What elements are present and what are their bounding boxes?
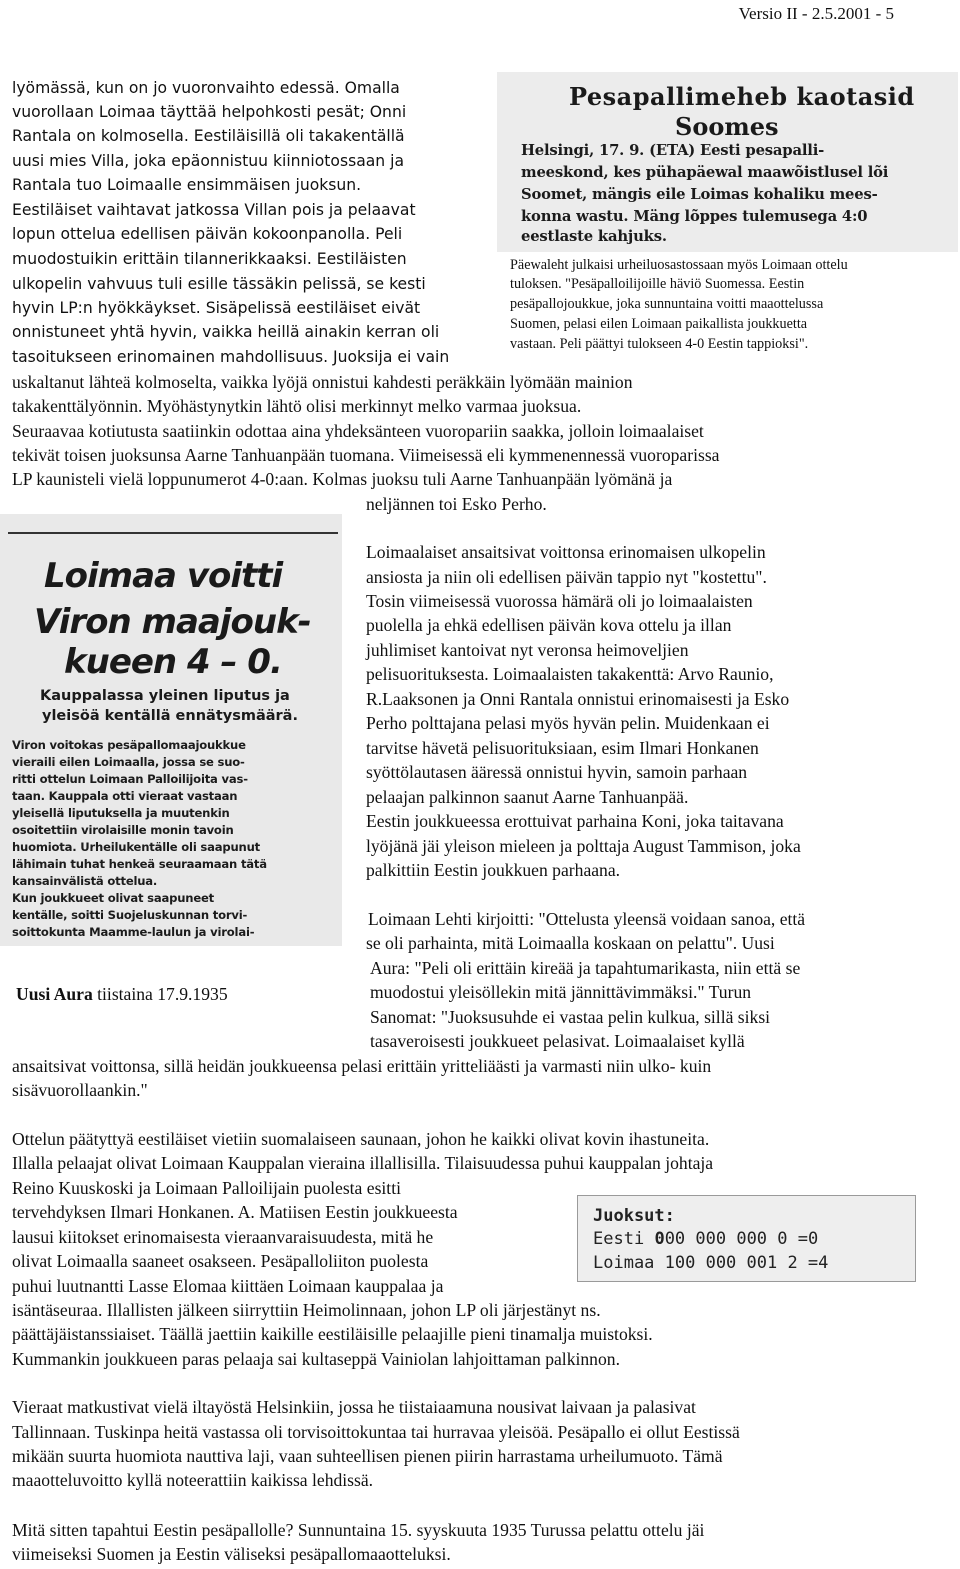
score-team: Eesti — [593, 1229, 645, 1249]
text-line: tekivät toisen juoksunsa Aarne Tanhuanpään tuomana. Viimeisessä eli kymmenennessä vuoroparissa — [12, 445, 720, 465]
caption-line: vastaan. Peli päättyi tulokseen 4-0 Eestin tappioksi". — [510, 336, 809, 352]
text-line: juhlimiset kantoivat nyt veronsa heimoveljien — [366, 640, 689, 660]
text-line: Loimaalaiset ansaitsivat voittonsa erinomaisen ulkopelin — [366, 542, 766, 562]
text-line: LP kaunisteli vielä loppunumerot 4-0:aan. Kolmas juoksu tuli Aarne Tanhuanpään lyömänä ja — [12, 469, 673, 489]
clipping-headline: kueen 4 – 0. — [64, 642, 282, 682]
text-line: palkittiin Eestin joukkuen parhaana. — [366, 860, 621, 880]
text-line: maaotteluvoitto kyllä noteerattiin kaikissa lehdissä. — [12, 1470, 374, 1490]
text-line: päättäjäistanssiaiset. Täällä jaettiin kaikille eestiläisille pelaajille pieni tinamalja muistoksi. — [12, 1324, 653, 1344]
clipping-text-line: lähimain tuhat henkeä seuraamaan tätä — [12, 857, 267, 871]
text-line: tasaveroisesti joukkueet pelasivat. Loimaalaiset kyllä — [370, 1031, 745, 1051]
text-line: viimeiseksi Suomen ja Eestin väliseksi pesäpallomaaotteluksi. — [12, 1544, 451, 1564]
text-line: mikään suurta huomiota nauttiva laji, vaan suhteellisen pienen piirin harrastama urheilumuoto. Tämä — [12, 1446, 723, 1466]
text-line: se oli parhainta, mitä Loimaalla koskaan on pelattu". Uusi — [366, 933, 775, 953]
text-line: vuorollaan Loimaa täyttää helpohkosti pesät; Onni — [12, 103, 407, 121]
text-line: onnistuneet yhtä hyvin, vaikka heillä ainakin kerran oli — [12, 323, 440, 341]
text-line: Reino Kuuskoski ja Loimaan Palloilijain puolesta esitti — [12, 1178, 401, 1198]
text-line: ulkopelin vahvuus tuli esille tässäkin pelissä, se kesti — [12, 275, 426, 293]
clipping-text-line: Soomet, mängis eile Loimas kohaliku mees- — [521, 186, 878, 203]
clipping-text-line: konna wastu. Mäng lõppes tulemusega 4:0 — [521, 208, 868, 225]
newspaper-clipping-paewaleht — [497, 72, 958, 252]
text-line: muodostuikin erittäin tilannerikkaaksi. Eestiläisten — [12, 250, 407, 268]
text-line: sisävuorollaankin." — [12, 1080, 148, 1100]
clipping-text-line: soittokunta Maamme-laulun ja virolai- — [12, 925, 255, 939]
text-line: Aura: "Peli oli erittäin kireää ja tapahtumarikasta, niin että se — [370, 958, 801, 978]
runs-score-box — [577, 1195, 916, 1282]
clipping-subhead: yleisöä kentällä ennätysmäärä. — [42, 708, 298, 724]
text-line: Tallinnaan. Tuskinpa heitä vastassa oli torvisoittokuntaa tai hurravaa yleisöä. Pesäpallo ei ollut Eestissä — [12, 1422, 740, 1442]
score-box-title: Juoksut: — [593, 1206, 675, 1226]
text-line: isäntäseuraa. Illallisten jälkeen siirryttiin Heimolinnaan, johon LP oli järjestänyt ns. — [12, 1300, 601, 1320]
clipping-text-line: kentälle, soitti Suojeluskunnan torvi- — [12, 908, 248, 922]
page-header-version: Versio II - 2.5.2001 - 5 — [738, 4, 894, 23]
clipping-source — [16, 984, 228, 1005]
score-row-loimaa: Loimaa 100 000 001 2 =4 — [593, 1253, 829, 1273]
newspaper-clipping-uusi-aura — [0, 514, 342, 946]
text-line: tasoitukseen erinomainen mahdollisuus. Juoksija ei vain — [12, 348, 450, 366]
text-line: Vieraat matkustivat vielä iltayöstä Helsinkiin, jossa he tiistaiaamuna nousivat laivaan ja palasivat — [12, 1397, 696, 1417]
source-date: tiistaina 17.9.1935 — [92, 984, 228, 1004]
score-value: 00 000 000 0 =0 — [664, 1229, 819, 1249]
text-line: pelisuorituksesta. Loimaalaisten takakenttä: Arvo Raunio, — [366, 664, 774, 684]
source-paper: Uusi Aura — [16, 984, 93, 1004]
text-line: ansiosta ja niin oli edellisen päivän tappio nyt "kostettu". — [366, 567, 767, 587]
text-line: Eestin joukkueessa erottuivat parhaina Koni, joka taitavana — [366, 811, 784, 831]
text-line: pelaajan palkinnon saanut Aarne Tanhuanpää. — [366, 787, 689, 807]
clipping-text-line: Viron voitokas pesäpallomaajoukkue — [12, 738, 246, 752]
text-line: olivat Loimaalla saaneet osakseen. Pesäpalloliiton puolesta — [12, 1251, 429, 1271]
text-line: Sanomat: "Juoksusuhde ei vastaa pelin kulkua, sillä siksi — [370, 1007, 771, 1027]
clipping-text-line: ritti ottelun Loimaan Palloilijoita vas- — [12, 772, 248, 786]
clipping-text-line: huomiota. Urheilukentälle oli saapunut — [12, 840, 260, 854]
clipping-text-line: vieraili eilen Loimaalla, jossa se suo- — [12, 755, 245, 769]
clipping-headline: Soomes — [675, 112, 779, 141]
clipping-text-line: osoitettiin virolaisille monin tavoin — [12, 823, 234, 837]
text-line: Rantala on kolmosella. Eestiläisillä oli takakentällä — [12, 127, 405, 145]
caption-line: Päewaleht julkaisi urheiluosastossaan myös Loimaan ottelu — [510, 257, 848, 273]
text-line: Illalla pelaajat olivat Loimaan Kauppalan vieraina illallisilla. Tilaisuudessa puhui kauppalan johtaja — [12, 1153, 714, 1173]
text-line: Tosin viimeisessä vuorossa hämärä oli jo loimaalaisten — [366, 591, 753, 611]
score-value: 0 — [654, 1229, 665, 1249]
clipping-rule — [8, 532, 338, 534]
clipping-headline: Pesapallimeheb kaotasid — [569, 82, 915, 111]
clipping-text-line: Kun joukkueet olivat saapuneet — [12, 891, 214, 905]
text-line: muodostui yleisöllekin mitä jännittävimmäksi." Turun — [370, 982, 752, 1002]
clipping-text-line: yleisellä liputuksella ja muutenkin — [12, 806, 230, 820]
clipping-text-line: meeskond, kes pühapäewal maawõistlusel lõi — [521, 164, 889, 181]
text-line: tervehdyksen Ilmari Honkanen. A. Matiisen Eestin joukkueesta — [12, 1202, 458, 1222]
text-line: Rantala tuo Loimaalle ensimmäisen juoksun. — [12, 176, 362, 194]
text-line: Eestiläiset vaihtavat jatkossa Villan pois ja pelaavat — [12, 201, 416, 219]
text-line: uskaltanut lähteä kolmoselta, vaikka lyöjä onnistui kahdesti peräkkäin lyömään mainion — [12, 372, 633, 392]
text-line: R.Laaksonen ja Onni Rantala onnistui erinomaisesti ja Esko — [366, 689, 790, 709]
score-row-eesti — [593, 1229, 818, 1249]
text-line: takakenttälyönnin. Myöhästynytkin lähtö olisi merkinnyt melko varmaa juoksua. — [12, 396, 582, 416]
text-line: hyvin LP:n hyökkäykset. Sisäpelissä eestiläiset eivät — [12, 299, 421, 317]
clipping-text-line: kansainvälistä ottelua. — [12, 874, 158, 888]
clipping-headline: Viron maajouk- — [34, 602, 311, 642]
caption-line: pesäpallojoukkue, joka sunnuntaina voitti maaottelussa — [510, 296, 824, 312]
text-line: syöttölautasen ääressä onnistui hyvin, samoin parhaan — [366, 762, 748, 782]
text-line: Loimaan Lehti kirjoitti: "Ottelusta yleensä voidaan sanoa, että — [368, 909, 806, 929]
text-line: lyöjänä jäi yleison mieleen ja polttaja August Tammison, joka — [366, 836, 801, 856]
clipping-headline: Loimaa voitti — [44, 556, 283, 596]
text-line: Perho polttajana pelasi myös hyvän pelin. Muidenkaan ei — [366, 713, 770, 733]
text-line: puolella ja ehkä edellisen päivän kova ottelu ja illan — [366, 615, 732, 635]
text-line: Mitä sitten tapahtui Eestin pesäpallolle? Sunnuntaina 15. syyskuuta 1935 Turussa pelattu ottelu jäi — [12, 1520, 705, 1540]
text-line: puhui luutnantti Lasse Elomaa kiittäen Loimaan kauppalaa ja — [12, 1276, 444, 1296]
caption-line: Suomen, pelasi eilen Loimaan paikallista joukkuetta — [510, 316, 808, 332]
text-line: ansaitsivat voittonsa, sillä heidän joukkueensa pelasi erittäin yritteliäästi ja varmasti niin ulko- kuin — [12, 1056, 712, 1076]
text-line: Kummankin joukkueen paras pelaaja sai kultaseppä Vainiolan lahjoittaman palkinnon. — [12, 1349, 620, 1369]
clipping-text-line: taan. Kauppala otti vieraat vastaan — [12, 789, 238, 803]
text-line: tarvitse hävetä pelisuorituksiaan, esim Ilmari Honkanen — [366, 738, 759, 758]
text-line: lyömässä, kun on jo vuoronvaihto edessä. Omalla — [12, 79, 400, 97]
caption-line: tuloksen. "Pesäpalloilijoille häviö Suomessa. Eestin — [510, 276, 805, 292]
clipping-text-line: Helsingi, 17. 9. (ETA) Eesti pesapalli- — [521, 142, 825, 159]
text-line: lopun ottelua edellisen päivän kokoonpanolla. Peli — [12, 225, 403, 243]
clipping-text-line: eestlaste kahjuks. — [521, 228, 667, 245]
text-line: Seuraavaa kotiutusta saatiinkin odottaa aina yhdeksänteen vuoropariin saakka, jolloin loimaalaiset — [12, 421, 704, 441]
text-line: neljännen toi Esko Perho. — [366, 494, 547, 514]
text-line: Ottelun päätyttyä eestiläiset vietiin suomalaiseen saunaan, johon he kaikki olivat kovin ihastuneita. — [12, 1129, 710, 1149]
clipping-subhead: Kauppalassa yleinen liputus ja — [40, 688, 290, 704]
text-line: lausui kiitokset erinomaisesta vieraanvaraisuudesta, mitä he — [12, 1227, 434, 1247]
text-line: uusi mies Villa, joka epäonnistuu kiinniotossaan ja — [12, 152, 405, 170]
